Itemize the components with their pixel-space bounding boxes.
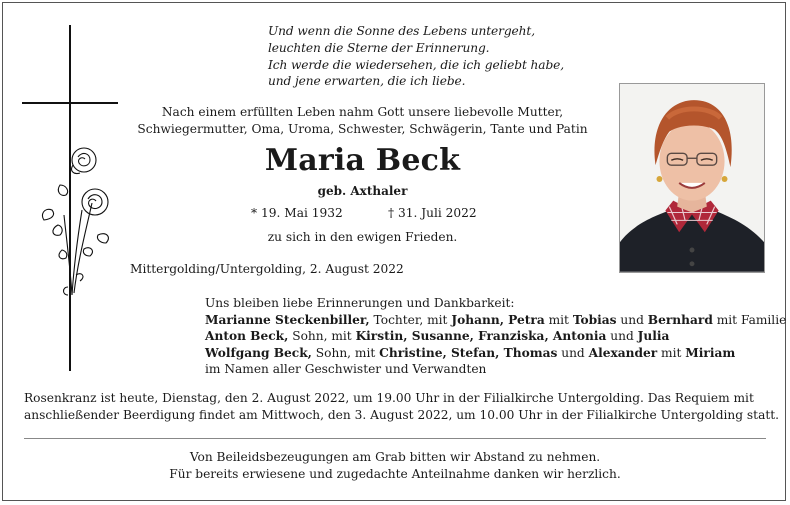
funeral-info [24, 390, 780, 423]
survivor-line: Marianne Steckenbiller, Tochter, mit Johann, Petra mit Tobias und Bernhard mit Familie [205, 312, 787, 327]
deceased-name: Maria Beck [264, 143, 461, 178]
survivor-line: Wolfgang Beck, Sohn, mit Christine, Stefan, Thomas und Alexander mit Miriam [205, 345, 736, 360]
intro-line: Nach einem erfüllten Leben nahm Gott unsere liebevolle Mutter, [161, 105, 564, 119]
funeral-line: anschließender Beerdigung findet am Mittwoch, den 3. August 2022, um 10.00 Uhr in der Filialkirche Untergolding statt. [24, 407, 780, 422]
birth-name: geb. Axthaler [317, 184, 408, 198]
survivors-intro: Uns bleiben liebe Erinnerungen und Dankbarkeit: [205, 296, 515, 310]
poem-line: Und wenn die Sonne des Lebens untergeht, [268, 24, 535, 38]
intro-text [110, 104, 615, 137]
poem [268, 23, 628, 90]
closing-line: Von Beileidsbezeugungen am Grab bitten wir Abstand zu nehmen. [189, 450, 601, 464]
closing-line: Für bereits erwiesene und zugedachte Anteilnahme danken wir herzlich. [169, 467, 621, 481]
closing-text [24, 449, 766, 483]
survivor-line: Anton Beck, Sohn, mit Kirstin, Susanne, Franziska, Antonia und Julia [205, 329, 670, 344]
funeral-line: Rosenkranz ist heute, Dienstag, den 2. August 2022, um 19.00 Uhr in der Filialkirche Untergolding. Das Requiem mit [24, 391, 754, 405]
death-date: † 31. Juli 2022 [388, 206, 477, 220]
portrait-photo [619, 83, 765, 273]
poem-line: und jene erwarten, die ich liebe. [268, 74, 466, 89]
intro-line: Schwiegermutter, Oma, Uroma, Schwester, Schwägerin, Tante und Patin [137, 121, 588, 136]
survivor-line: im Namen aller Geschwister und Verwandten [205, 362, 487, 377]
cross-with-roses-icon [22, 25, 118, 373]
poem-line: leuchten die Sterne der Erinnerung. [268, 40, 490, 55]
birth-date: * 19. Mai 1932 [251, 206, 343, 220]
place-date: Mittergolding/Untergolding, 2. August 2022 [130, 262, 404, 276]
divider [24, 438, 766, 439]
peace-line: zu sich in den ewigen Frieden. [267, 230, 458, 244]
survivors [205, 295, 787, 378]
poem-line: Ich werde die wiedersehen, die ich geliebt habe, [268, 57, 565, 72]
